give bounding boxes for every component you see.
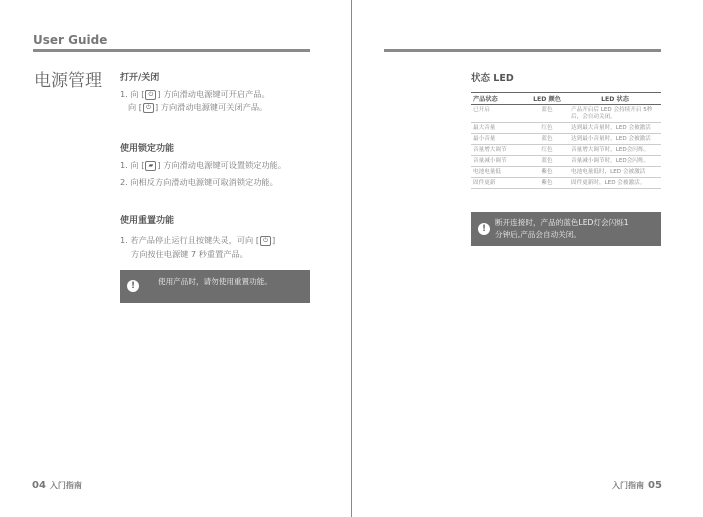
section-title: 电源管理: [34, 71, 102, 91]
table-row: [471, 178, 661, 189]
lock-icon: ▰: [145, 161, 156, 171]
exclamation-icon: !: [478, 223, 490, 235]
header-bar-right: [384, 49, 661, 52]
table-cell: 固件更新: [471, 178, 525, 189]
table-cell: 红色: [525, 123, 569, 134]
led-status-table: [471, 92, 661, 189]
lock-subtitle: 使用锁定功能: [120, 144, 175, 154]
footer-label-right: 入门指南: [612, 481, 644, 490]
table-row: [471, 123, 661, 134]
page-number-left: 04: [32, 480, 46, 491]
table-cell: 音量减小调节: [471, 156, 525, 167]
table-row: [471, 145, 661, 156]
footer-label-left: 入门指南: [49, 481, 82, 490]
power-subtitle: 打开/关闭: [120, 73, 160, 83]
table-cell: 音量增大调节: [471, 145, 525, 156]
table-header: 产品状态: [471, 93, 525, 105]
lock-line-1: 1. 向 [ ▰ ] 方向滑动电源键可设置锁定功能。: [120, 160, 287, 170]
table-row: [471, 134, 661, 145]
table-row: [471, 167, 661, 178]
table-cell: 蓝色: [525, 134, 569, 145]
table-cell: 红色: [525, 145, 569, 156]
table-cell: 最小音量: [471, 134, 525, 145]
lock-line-2: 2. 向相反方向滑动电源键可取消锁定功能。: [120, 177, 278, 187]
table-cell: 紫色: [525, 167, 569, 178]
power-line-2: 向 [ ⏻ ] 方向滑动电源键可关闭产品。: [128, 102, 268, 112]
table-cell: 紫色: [525, 178, 569, 189]
header-bar: [33, 49, 310, 52]
table-cell: 产品开启后 LED 会持续开启 5秒后，会自动关闭。: [569, 105, 661, 123]
page-number-right: 05: [648, 480, 662, 491]
reset-warning-box: [120, 270, 310, 303]
reset-line-2: 方向按住电源键 7 秒重置产品。: [131, 249, 248, 259]
table-cell: 达到最小音量时，LED 会被激活: [569, 134, 661, 145]
disconnect-warning-line-1: 断开连接时，产品的蓝色LED灯会闪烁1: [495, 218, 629, 227]
power-icon: ⏻: [145, 90, 156, 100]
led-title: 状态 LED: [471, 73, 514, 84]
table-header: LED 颜色: [525, 93, 569, 105]
table-cell: 最大音量: [471, 123, 525, 134]
table-cell: 电池电量低: [471, 167, 525, 178]
table-row: [471, 105, 661, 123]
table-cell: 音量增大调节时，LED会闪烁。: [569, 145, 661, 156]
reset-warning-text: 使用产品时，请勿使用重置功能。: [158, 277, 272, 286]
reset-line-1: 1. 若产品停止运行且按键失灵，可向 [ ⏻ ]: [120, 235, 276, 245]
page-divider: [351, 0, 352, 517]
table-cell: 固件更新时，LED 会被激活。: [569, 178, 661, 189]
power-icon: ⏻: [143, 103, 154, 113]
header-label: User Guide: [33, 33, 108, 47]
table-cell: 已开启: [471, 105, 525, 123]
disconnect-warning-line-2: 分钟后,产品会自动关闭。: [495, 230, 581, 239]
table-row: [471, 156, 661, 167]
table-header: LED 状态: [569, 93, 661, 105]
disconnect-warning-box: [471, 212, 661, 246]
table-cell: 蓝色: [525, 105, 569, 123]
footer-left: [28, 480, 82, 491]
table-cell: 蓝色: [525, 156, 569, 167]
table-cell: 电池电量低时，LED 会被激活: [569, 167, 661, 178]
power-icon: ⏻: [260, 236, 271, 246]
table-cell: 音量减小调节时，LED会闪烁。: [569, 156, 661, 167]
table-cell: 达到最大音量时，LED 会被激活: [569, 123, 661, 134]
reset-subtitle: 使用重置功能: [120, 216, 175, 226]
power-line-1: 1. 向 [ ⏻ ] 方向滑动电源键可开启产品。: [120, 89, 270, 99]
footer-right: [612, 480, 666, 491]
exclamation-icon: !: [127, 280, 139, 292]
